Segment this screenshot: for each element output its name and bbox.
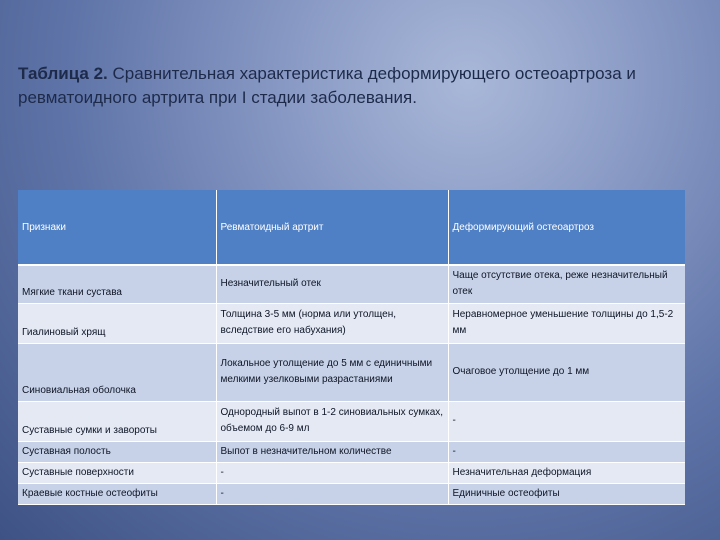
- table-row: [18, 303, 685, 343]
- header-criteria: Признаки: [18, 190, 216, 265]
- criterion-cell: Гиалиновый хрящ: [18, 303, 216, 343]
- osteoarthrosis-cell: -: [448, 441, 685, 462]
- caption-label: Таблица 2.: [18, 64, 108, 83]
- header-deforming-osteoarthrosis: Деформирующий остеоартроз: [448, 190, 685, 265]
- osteoarthrosis-cell: Единичные остеофиты: [448, 483, 685, 504]
- criterion-cell: Суставные сумки и завороты: [18, 401, 216, 441]
- table-row: [18, 483, 685, 504]
- table-row: [18, 441, 685, 462]
- caption-text: Сравнительная характеристика деформирующего остеоартроза и ревматоидного артрита при I стадии заболевания.: [18, 64, 636, 107]
- osteoarthrosis-cell: Неравномерное уменьшение толщины до 1,5-2 мм: [448, 303, 685, 343]
- rheumatoid-cell: -: [216, 483, 448, 504]
- table-caption: [18, 62, 708, 110]
- criterion-cell: Краевые костные остеофиты: [18, 483, 216, 504]
- osteoarthrosis-cell: Незначительная деформация: [448, 462, 685, 483]
- header-rheumatoid-arthritis: Ревматоидный артрит: [216, 190, 448, 265]
- rheumatoid-cell: Локальное утолщение до 5 мм с единичными мелкими узелковыми разрастаниями: [216, 343, 448, 401]
- osteoarthrosis-cell: -: [448, 401, 685, 441]
- rheumatoid-cell: Толщина 3-5 мм (норма или утолщен, вследствие его набухания): [216, 303, 448, 343]
- rheumatoid-cell: -: [216, 462, 448, 483]
- table-row: [18, 343, 685, 401]
- table-row: [18, 462, 685, 483]
- osteoarthrosis-cell: Чаще отсутствие отека, реже незначительный отек: [448, 265, 685, 303]
- rheumatoid-cell: Незначительный отек: [216, 265, 448, 303]
- table-header-row: [18, 190, 685, 265]
- rheumatoid-cell: Выпот в незначительном количестве: [216, 441, 448, 462]
- criterion-cell: Мягкие ткани сустава: [18, 265, 216, 303]
- osteoarthrosis-cell: Очаговое утолщение до 1 мм: [448, 343, 685, 401]
- table-row: [18, 401, 685, 441]
- rheumatoid-cell: Однородный выпот в 1-2 синовиальных сумках, объемом до 6-9 мл: [216, 401, 448, 441]
- table-row: [18, 265, 685, 303]
- criterion-cell: Суставные поверхности: [18, 462, 216, 483]
- criterion-cell: Синовиальная оболочка: [18, 343, 216, 401]
- criterion-cell: Суставная полость: [18, 441, 216, 462]
- comparison-table: [18, 190, 685, 505]
